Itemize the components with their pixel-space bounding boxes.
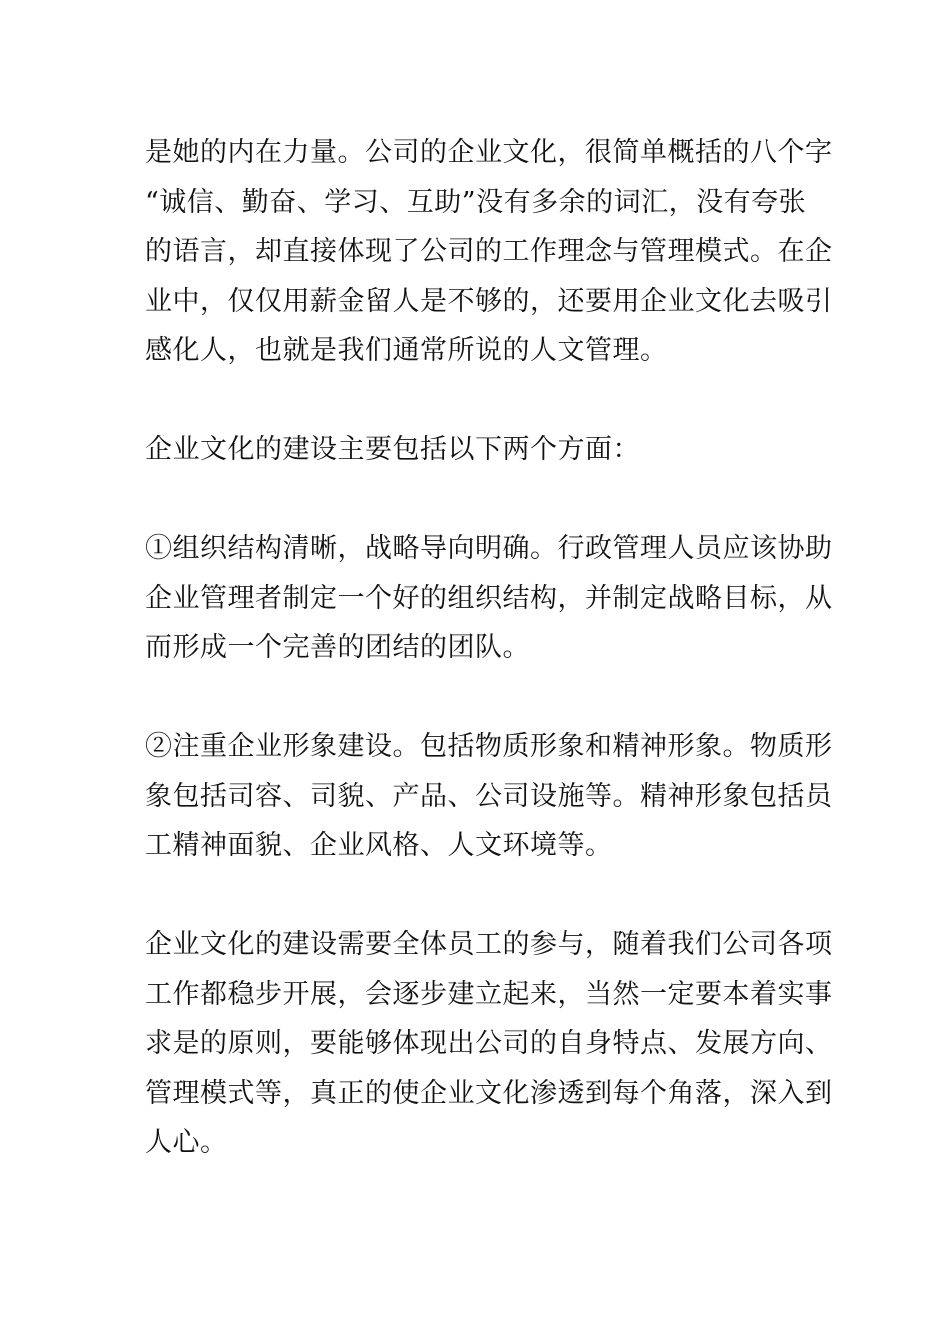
- document-page: [145, 128, 833, 1168]
- text-line: 工作都稳步开展，会逐步建立起来，当然一定要本着实事: [145, 978, 833, 1010]
- text-line: “诚信、勤奋、学习、互助”没有多余的词汇，没有夸张: [145, 186, 807, 218]
- text-line: 企业文化的建设主要包括以下两个方面：: [145, 434, 640, 465]
- paragraph-conclusion: [145, 920, 833, 1168]
- paragraph-corporate-culture-intro: [145, 128, 833, 376]
- text-line: 是她的内在力量。公司的企业文化，很简单概括的八个字: [145, 137, 833, 168]
- text-line: ②注重企业形象建设。包括物质形象和精神形象。物质形: [145, 731, 833, 762]
- text-line: 管理模式等，真正的使企业文化渗透到每个角落，深入到: [145, 1077, 833, 1109]
- paragraph-spacer: [145, 871, 807, 921]
- paragraph-aspect-one: [145, 524, 833, 673]
- paragraph-spacer: [145, 673, 807, 723]
- paragraph-aspect-two: [145, 722, 833, 871]
- text-line: 而形成一个完善的团结的团队。: [145, 632, 530, 663]
- text-line: 求是的原则，要能够体现出公司的自身特点、发展方向、: [145, 1028, 833, 1059]
- text-line: 工精神面貌、企业风格、人文环境等。: [145, 830, 613, 861]
- paragraph-spacer: [145, 376, 807, 426]
- text-line: 企业管理者制定一个好的组织结构，并制定战略目标，从: [145, 582, 833, 614]
- paragraph-two-aspects-heading: [145, 425, 807, 475]
- text-line: 企业文化的建设需要全体员工的参与，随着我们公司各项: [145, 929, 833, 960]
- paragraph-spacer: [145, 475, 807, 525]
- text-line: 的语言，却直接体现了公司的工作理念与管理模式。在企: [145, 236, 833, 267]
- text-line: 人心。: [145, 1127, 228, 1158]
- text-line: 象包括司容、司貌、产品、公司设施等。精神形象包括员: [145, 780, 833, 812]
- text-line: 感化人，也就是我们通常所说的人文管理。: [145, 335, 668, 366]
- text-line: ①组织结构清晰，战略导向明确。行政管理人员应该协助: [145, 533, 833, 564]
- text-line: 业中，仅仅用薪金留人是不够的，还要用企业文化去吸引: [145, 285, 833, 317]
